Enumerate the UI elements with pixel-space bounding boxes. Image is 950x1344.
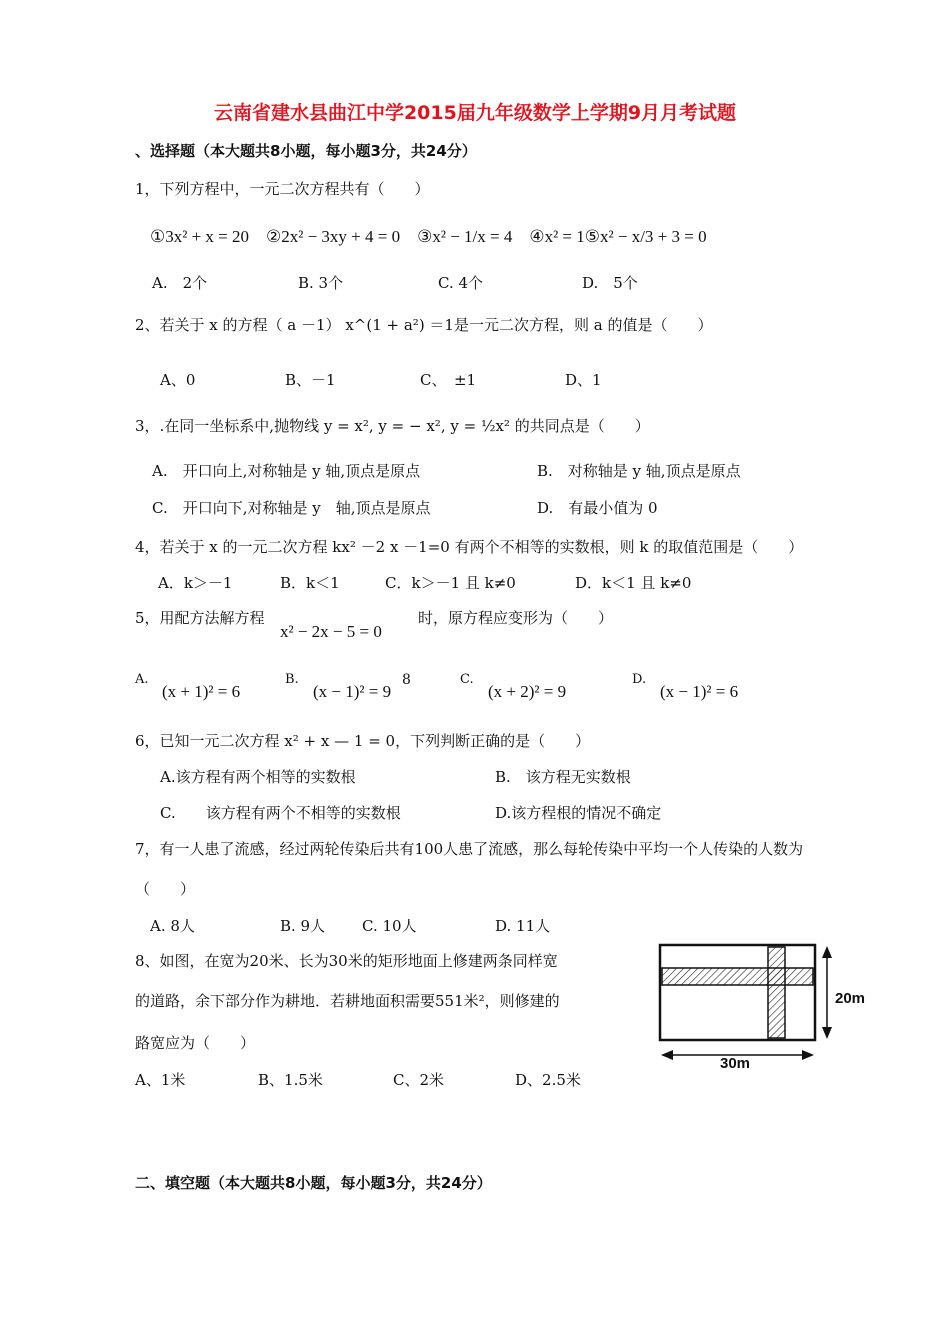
q6-option-a: A.该方程有两个相等的实数根 <box>160 768 356 786</box>
q2-option-c: C、 ±1 <box>420 371 477 389</box>
q5-option-b-letter: B. <box>285 672 299 687</box>
q4-option-a: A．k＞－1 <box>158 574 233 592</box>
q7-paren: （ ） <box>135 880 196 898</box>
q6-option-c: C. 该方程有两个不相等的实数根 <box>160 804 401 822</box>
q5-option-b: (x − 1)² = 9 <box>313 682 392 701</box>
q6-stem: 6，已知一元二次方程 x² + x — 1 = 0，下列判断正确的是（ ） <box>135 732 591 750</box>
q5-stem-tail: 时，原方程应变形为（ ） <box>418 609 614 627</box>
q2-option-d: D、1 <box>565 371 602 389</box>
q1-stem: 1，下列方程中，一元二次方程共有（ ） <box>135 180 430 198</box>
q1-option-c: C. 4个 <box>438 274 484 292</box>
q5-option-c-letter: C. <box>460 672 474 687</box>
height-arrow-bottom <box>822 1027 832 1039</box>
q8-road-diagram <box>655 940 866 1072</box>
q5-option-d-letter: D. <box>632 672 647 687</box>
q3-option-b: B. 对称轴是 y 轴,顶点是原点 <box>537 462 741 480</box>
vertical-road <box>768 947 785 1038</box>
q3-option-a: A. 开口向上,对称轴是 y 轴,顶点是原点 <box>152 462 421 480</box>
width-arrow-right <box>802 1050 814 1060</box>
q5-stray-mark: 8 <box>402 672 411 688</box>
q8-option-d: D、2.5米 <box>515 1071 581 1089</box>
q5-stem: 5，用配方法解方程 <box>135 609 265 627</box>
q8-line1: 8、如图，在宽为20米、长为30米的矩形地面上修建两条同样宽 <box>135 952 558 970</box>
q6-option-d: D.该方程根的情况不确定 <box>495 804 662 822</box>
q7-option-d: D. 11人 <box>495 917 551 935</box>
section1-heading: 、选择题（本大题共8小题，每小题3分，共24分） <box>135 142 477 160</box>
q7-option-a: A. 8人 <box>150 917 195 935</box>
q6-option-b: B. 该方程无实数根 <box>495 768 631 786</box>
height-label: 20m <box>835 990 866 1007</box>
q3-option-d: D. 有最小值为 0 <box>537 499 658 517</box>
q7-stem: 7，有一人患了流感，经过两轮传染后共有100人患了流感，那么每轮传染中平均一个人传染的人数为 <box>135 840 804 858</box>
q1-option-b: B. 3个 <box>298 274 344 292</box>
q1-equations: ①3x² + x = 20 ②2x² − 3xy + 4 = 0 ③x² − 1/x = 4 ④x² = 1⑤x² − x/3 + 3 = 0 <box>150 227 707 246</box>
q8-option-c: C、2米 <box>393 1071 445 1089</box>
q4-stem: 4，若关于 x 的一元二次方程 kx² －2 x －1=0 有两个不相等的实数根，则 k 的取值范围是（ ） <box>135 538 804 556</box>
page-title: 云南省建水县曲江中学2015届九年级数学上学期9月月考试题 <box>213 102 737 124</box>
q5-option-a: (x + 1)² = 6 <box>162 682 241 701</box>
q4-option-d: D．k＜1 且 k≠0 <box>575 574 692 592</box>
q5-option-d: (x − 1)² = 6 <box>660 682 739 701</box>
q8-line2: 的道路，余下部分作为耕地．若耕地面积需要551米²，则修建的 <box>135 992 560 1010</box>
q1-option-d: D. 5个 <box>582 274 638 292</box>
q1-option-a: A. 2个 <box>152 274 208 292</box>
q2-option-a: A、0 <box>160 371 196 389</box>
q5-option-a-letter: A. <box>135 672 149 687</box>
width-label: 30m <box>720 1055 751 1072</box>
q8-option-b: B、1.5米 <box>258 1071 323 1089</box>
horizontal-road <box>662 968 813 985</box>
q5-option-c: (x + 2)² = 9 <box>488 682 567 701</box>
q7-option-b: B. 9人 <box>280 917 326 935</box>
q7-option-c: C. 10人 <box>362 917 417 935</box>
field-rectangle <box>660 945 815 1040</box>
q3-option-c: C. 开口向下,对称轴是 y 轴,顶点是原点 <box>152 499 431 517</box>
section2-heading: 二、填空题（本大题共8小题，每小题3分，共24分） <box>135 1174 492 1192</box>
q4-option-c: C．k＞－1 且 k≠0 <box>385 574 516 592</box>
q8-road-figure <box>655 940 866 1072</box>
height-arrow-top <box>822 946 832 958</box>
q5-equation: x² − 2x − 5 = 0 <box>280 622 382 641</box>
q8-line3: 路宽应为（ ） <box>135 1034 256 1052</box>
q3-stem: 3，.在同一坐标系中,抛物线 y = x², y = − x², y = ½x² 的共同点是（ ） <box>135 417 650 435</box>
q4-option-b: B．k＜1 <box>280 574 340 592</box>
q2-option-b: B、－1 <box>285 371 336 389</box>
width-arrow-left <box>661 1050 673 1060</box>
q2-stem: 2、若关于 x 的方程（ a －1） x^(1 + a²) ＝1是一元二次方程，则 a 的值是（ ） <box>135 316 713 334</box>
q8-option-a: A、1米 <box>135 1071 186 1089</box>
